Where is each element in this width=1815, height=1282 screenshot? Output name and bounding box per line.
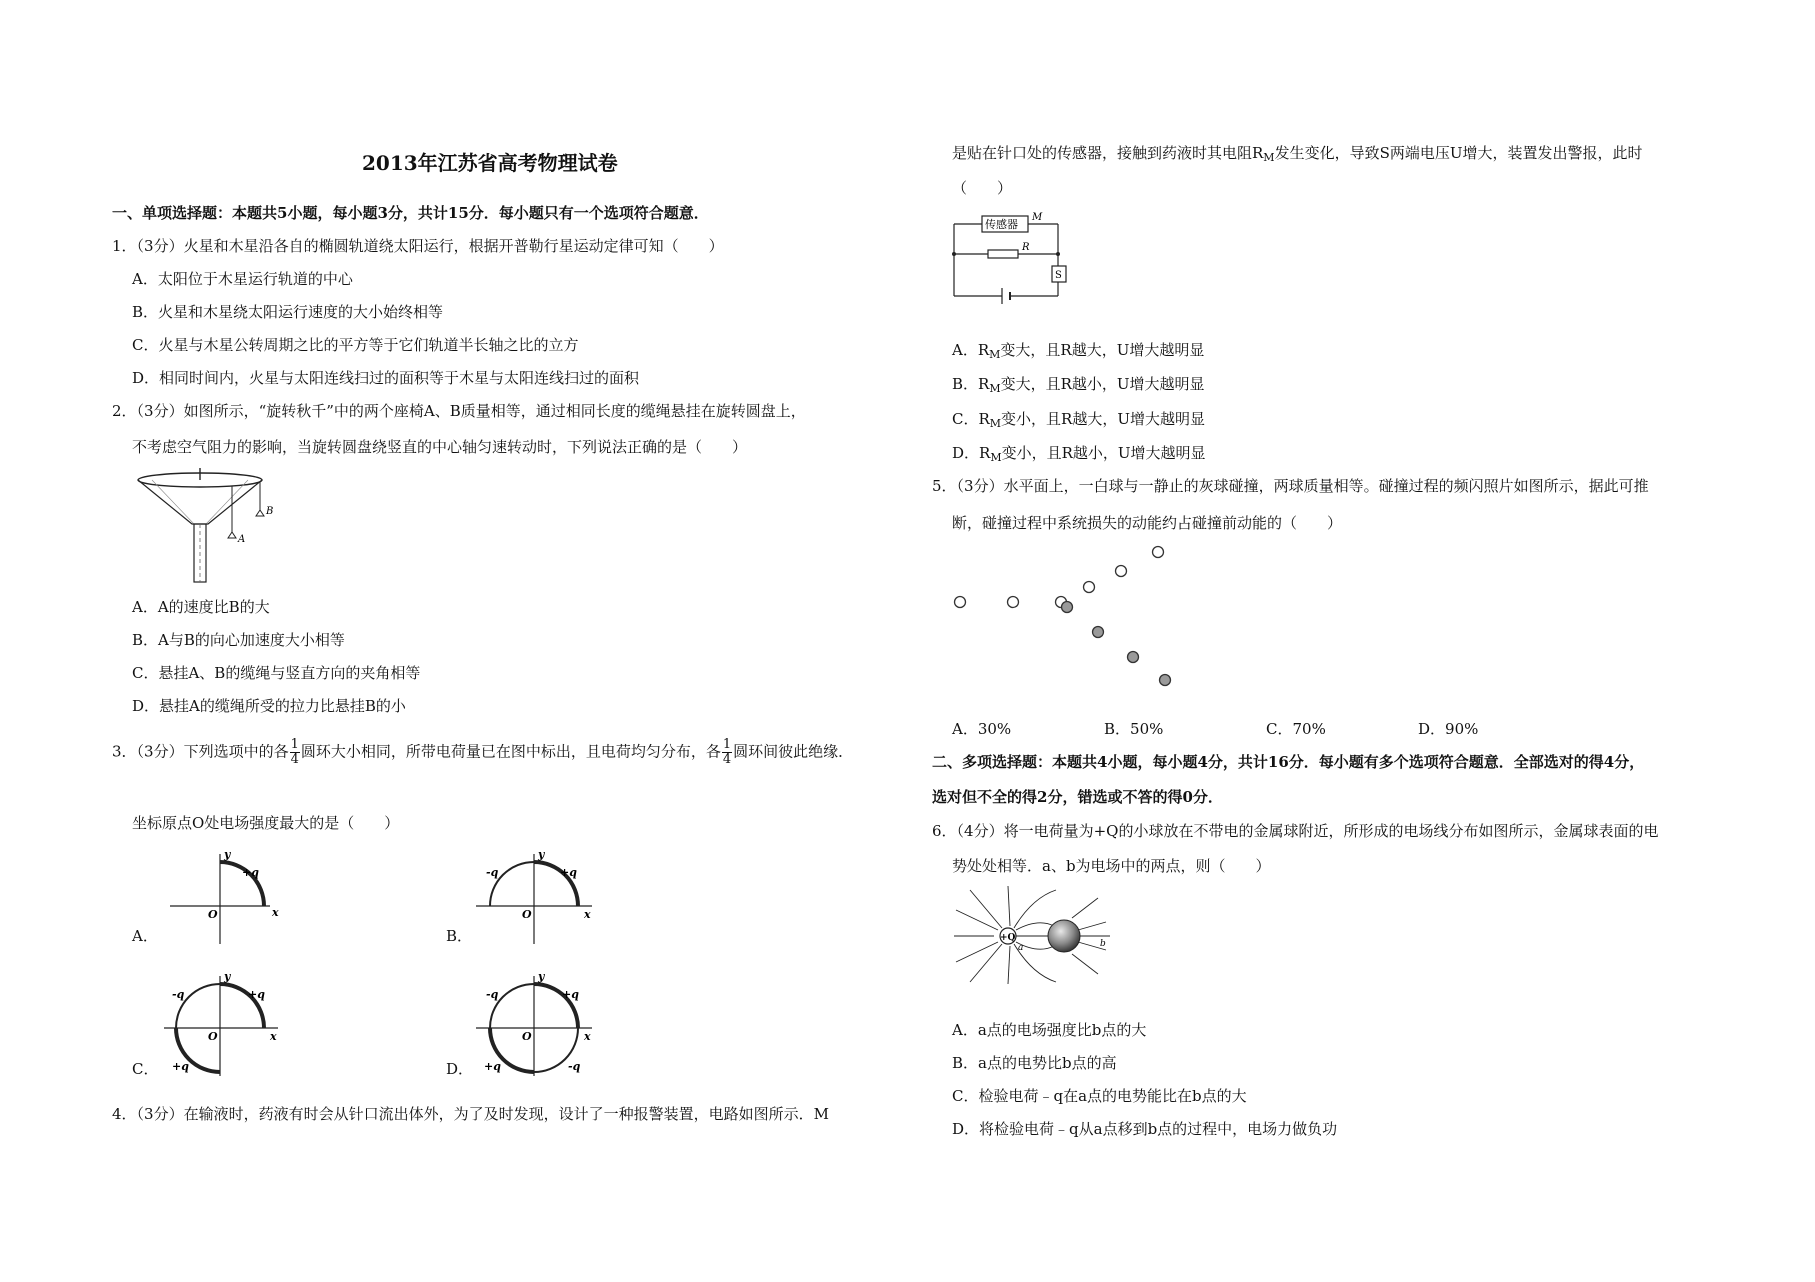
q4-circuit-figure xyxy=(952,210,1072,302)
q3c-y-label: y xyxy=(224,970,231,983)
section-2-heading-line2: 选对但不全的得2分，错选或不答的得0分． xyxy=(932,788,1223,806)
q4-r-label: R xyxy=(1022,242,1030,253)
q3-stem-part-b: 圆环大小相同，所带电荷量已在图中标出，且电荷均匀分布，各 xyxy=(300,742,721,761)
gray-ball xyxy=(1128,652,1139,663)
q5-collision-photo xyxy=(952,540,1192,690)
q3d-y-label: y xyxy=(538,970,545,983)
q3-figure-a xyxy=(162,848,282,948)
q4-stem-line1: 4．（3分）在输液时，药液有时会从针口流出体外，为了及时发现，设计了一种报警装置，电路如图所示．M xyxy=(112,1105,829,1123)
q4-stem-subscript: M xyxy=(1263,151,1275,164)
q4-option-b-text: B．R xyxy=(952,375,990,393)
q6-stem-line1: 6．（4分）将一电荷量为+Q的小球放在不带电的金属球附近，所形成的电场线分布如图所示，金属球表面的电 xyxy=(932,822,1659,840)
q4-sensor-label: 传感器 xyxy=(985,218,1018,231)
q1-option-b: B．火星和木星绕太阳运行速度的大小始终相等 xyxy=(132,303,444,321)
q4-option-d-text: D．R xyxy=(952,444,991,462)
q3d-charge-pos-top: +q xyxy=(562,988,579,1001)
q4-option-b-sub: M xyxy=(989,382,1001,395)
q3-stem-line2: 坐标原点O处电场强度最大的是（ ） xyxy=(132,814,400,832)
q2-stem-line1: 2．（3分）如图所示，“旋转秋千”中的两个座椅A、B质量相等，通过相同长度的缆绳悬挂在旋转圆盘上， xyxy=(112,402,806,420)
q4-stem-line2-a: 是贴在针口处的传感器，接触到药液时其电阻R xyxy=(952,144,1264,162)
q6-stem-line2: 势处处相等．a、b为电场中的两点，则（ ） xyxy=(952,857,1271,875)
q3-choice-b-letter: B． xyxy=(446,927,473,945)
q5-option-b: B．50% xyxy=(1104,720,1164,738)
q4-option-b xyxy=(952,373,1205,400)
q3-choice-c-letter: C． xyxy=(132,1060,159,1078)
q6-charge-label: +Q xyxy=(1000,933,1016,943)
q5-stem-line1: 5．（3分）水平面上，一白球与一静止的灰球碰撞，两球质量相等。碰撞过程的频闪照片如图所示，据此可推 xyxy=(932,477,1649,495)
q3-stem-part-c: 圆环间彼此绝缘． xyxy=(733,742,854,761)
q2-option-b: B．A与B的向心加速度大小相等 xyxy=(132,631,345,649)
q4-m-label: M xyxy=(1032,212,1043,223)
q3c-origin-label: O xyxy=(208,1030,218,1043)
metal-sphere xyxy=(1048,920,1080,952)
q3-figure-c xyxy=(158,970,288,1080)
q3d-charge-neg-top: -q xyxy=(486,988,499,1001)
q4-stem-line3: （ ） xyxy=(952,179,1013,197)
q3-stem-line1 xyxy=(112,738,853,767)
q4-option-a xyxy=(952,339,1204,366)
q5-option-a: A．30% xyxy=(952,720,1012,738)
white-ball xyxy=(1116,566,1127,577)
q2-option-d: D．悬挂A的缆绳所受的拉力比悬挂B的小 xyxy=(132,697,406,715)
q2-option-c: C．悬挂A、B的缆绳与竖直方向的夹角相等 xyxy=(132,664,421,682)
q3b-charge-neg: -q xyxy=(486,866,499,879)
q4-option-d xyxy=(952,442,1206,469)
q3a-origin-label: O xyxy=(208,908,218,921)
gray-ball xyxy=(1160,675,1171,686)
q3d-charge-neg-bottom: -q xyxy=(568,1060,581,1073)
q4-option-c-sub: M xyxy=(989,417,1002,430)
q1-option-d: D．相同时间内，火星与太阳连线扫过的面积等于木星与太阳连线扫过的面积 xyxy=(132,369,640,387)
q6-option-b: B．a点的电势比b点的高 xyxy=(952,1054,1117,1072)
q3-figure-d xyxy=(470,970,600,1080)
q3-fraction-2 xyxy=(722,738,732,767)
q6-option-d: D．将检验电荷﹣q从a点移到b点的过程中，电场力做负功 xyxy=(952,1120,1338,1138)
q4-option-c xyxy=(952,408,1205,435)
q2-option-a: A．A的速度比B的大 xyxy=(132,598,270,616)
q1-option-a: A．太阳位于木星运行轨道的中心 xyxy=(132,270,353,288)
q2-swing-figure xyxy=(132,466,272,582)
q3d-x-label: x xyxy=(584,1030,591,1043)
white-ball xyxy=(955,597,966,608)
q5-stem-line2: 断，碰撞过程中系统损失的动能约占碰撞前动能的（ ） xyxy=(952,514,1343,532)
q4-stem-line2-b: 发生变化，导致S两端电压U增大，装置发出警报，此时 xyxy=(1274,144,1643,162)
q4-option-d-rest: 变小，且R越小，U增大越明显 xyxy=(1001,444,1206,462)
white-ball xyxy=(1084,582,1095,593)
q3d-origin-label: O xyxy=(522,1030,532,1043)
q3-fraction-1 xyxy=(290,738,300,767)
gray-ball xyxy=(1062,602,1073,613)
q3-fraction-numerator: 1 xyxy=(290,737,299,752)
q2-stem-line2: 不考虑空气阻力的影响，当旋转圆盘绕竖直的中心轴匀速转动时，下列说法正确的是（ ） xyxy=(132,438,748,456)
q3-fraction-denominator: 4 xyxy=(722,752,732,767)
q6-point-b-label: b xyxy=(1100,939,1106,949)
q4-option-c-text: C．R xyxy=(952,410,990,428)
q3-choice-d-letter: D． xyxy=(446,1060,474,1078)
q3b-charge-pos: +q xyxy=(560,866,577,879)
q3c-charge-neg: -q xyxy=(172,988,185,1001)
q3-stem-part-a: 3．（3分）下列选项中的各 xyxy=(112,742,289,761)
q4-option-c-rest: 变小，且R越大，U增大越明显 xyxy=(1001,410,1205,428)
q3c-x-label: x xyxy=(270,1030,277,1043)
q2-label-a: A xyxy=(238,534,246,545)
q4-option-a-text: A．R xyxy=(952,341,990,359)
gray-ball xyxy=(1093,627,1104,638)
q1-option-c: C．火星与木星公转周期之比的平方等于它们轨道半长轴之比的立方 xyxy=(132,336,579,354)
q4-option-d-sub: M xyxy=(990,451,1002,464)
q4-option-a-sub: M xyxy=(989,348,1001,361)
q5-option-d: D．90% xyxy=(1418,720,1479,738)
q6-option-a: A．a点的电场强度比b点的大 xyxy=(952,1021,1147,1039)
white-ball xyxy=(1153,547,1164,558)
q3-fraction-denominator: 4 xyxy=(290,752,299,767)
q4-stem-line2 xyxy=(952,142,1642,169)
q3a-y-label: y xyxy=(224,848,231,861)
q4-option-b-rest: 变大，且R越小，U增大越明显 xyxy=(1000,375,1205,393)
section-2-heading-line1: 二、多项选择题：本题共4小题，每小题4分，共计16分．每小题有多个选项符合题意．全部选对的得4分， xyxy=(932,753,1645,771)
q5-option-c: C．70% xyxy=(1266,720,1326,738)
q4-s-label: S xyxy=(1055,270,1062,281)
q3a-x-label: x xyxy=(272,906,279,919)
q3b-y-label: y xyxy=(538,848,545,861)
white-ball xyxy=(1008,597,1019,608)
q3d-charge-pos-bottom: +q xyxy=(484,1060,501,1073)
q4-option-a-rest: 变大，且R越大，U增大越明显 xyxy=(1000,341,1205,359)
q1-stem: 1．（3分）火星和木星沿各自的椭圆轨道绕太阳运行，根据开普勒行星运动定律可知（ ） xyxy=(112,237,724,255)
q3b-x-label: x xyxy=(584,908,591,921)
q6-option-c: C．检验电荷﹣q在a点的电势能比在b点的大 xyxy=(952,1087,1247,1105)
q3-choice-a-letter: A． xyxy=(132,927,158,945)
q6-field-line-figure xyxy=(952,884,1112,984)
q3c-charge-pos: +q xyxy=(248,988,265,1001)
section-1-heading: 一、单项选择题：本题共5小题，每小题3分，共计15分．每小题只有一个选项符合题意． xyxy=(112,204,709,222)
q3b-origin-label: O xyxy=(522,908,532,921)
q3a-charge-pos: +q xyxy=(242,866,259,879)
q3c-charge-pos-lower: +q xyxy=(172,1060,189,1073)
q2-label-b: B xyxy=(266,506,274,517)
q3-figure-b xyxy=(470,848,600,948)
paper-title: 2013年江苏省高考物理试卷 xyxy=(362,151,618,175)
q3-fraction-numerator: 1 xyxy=(722,737,732,752)
q6-point-a-label: a xyxy=(1018,943,1024,953)
